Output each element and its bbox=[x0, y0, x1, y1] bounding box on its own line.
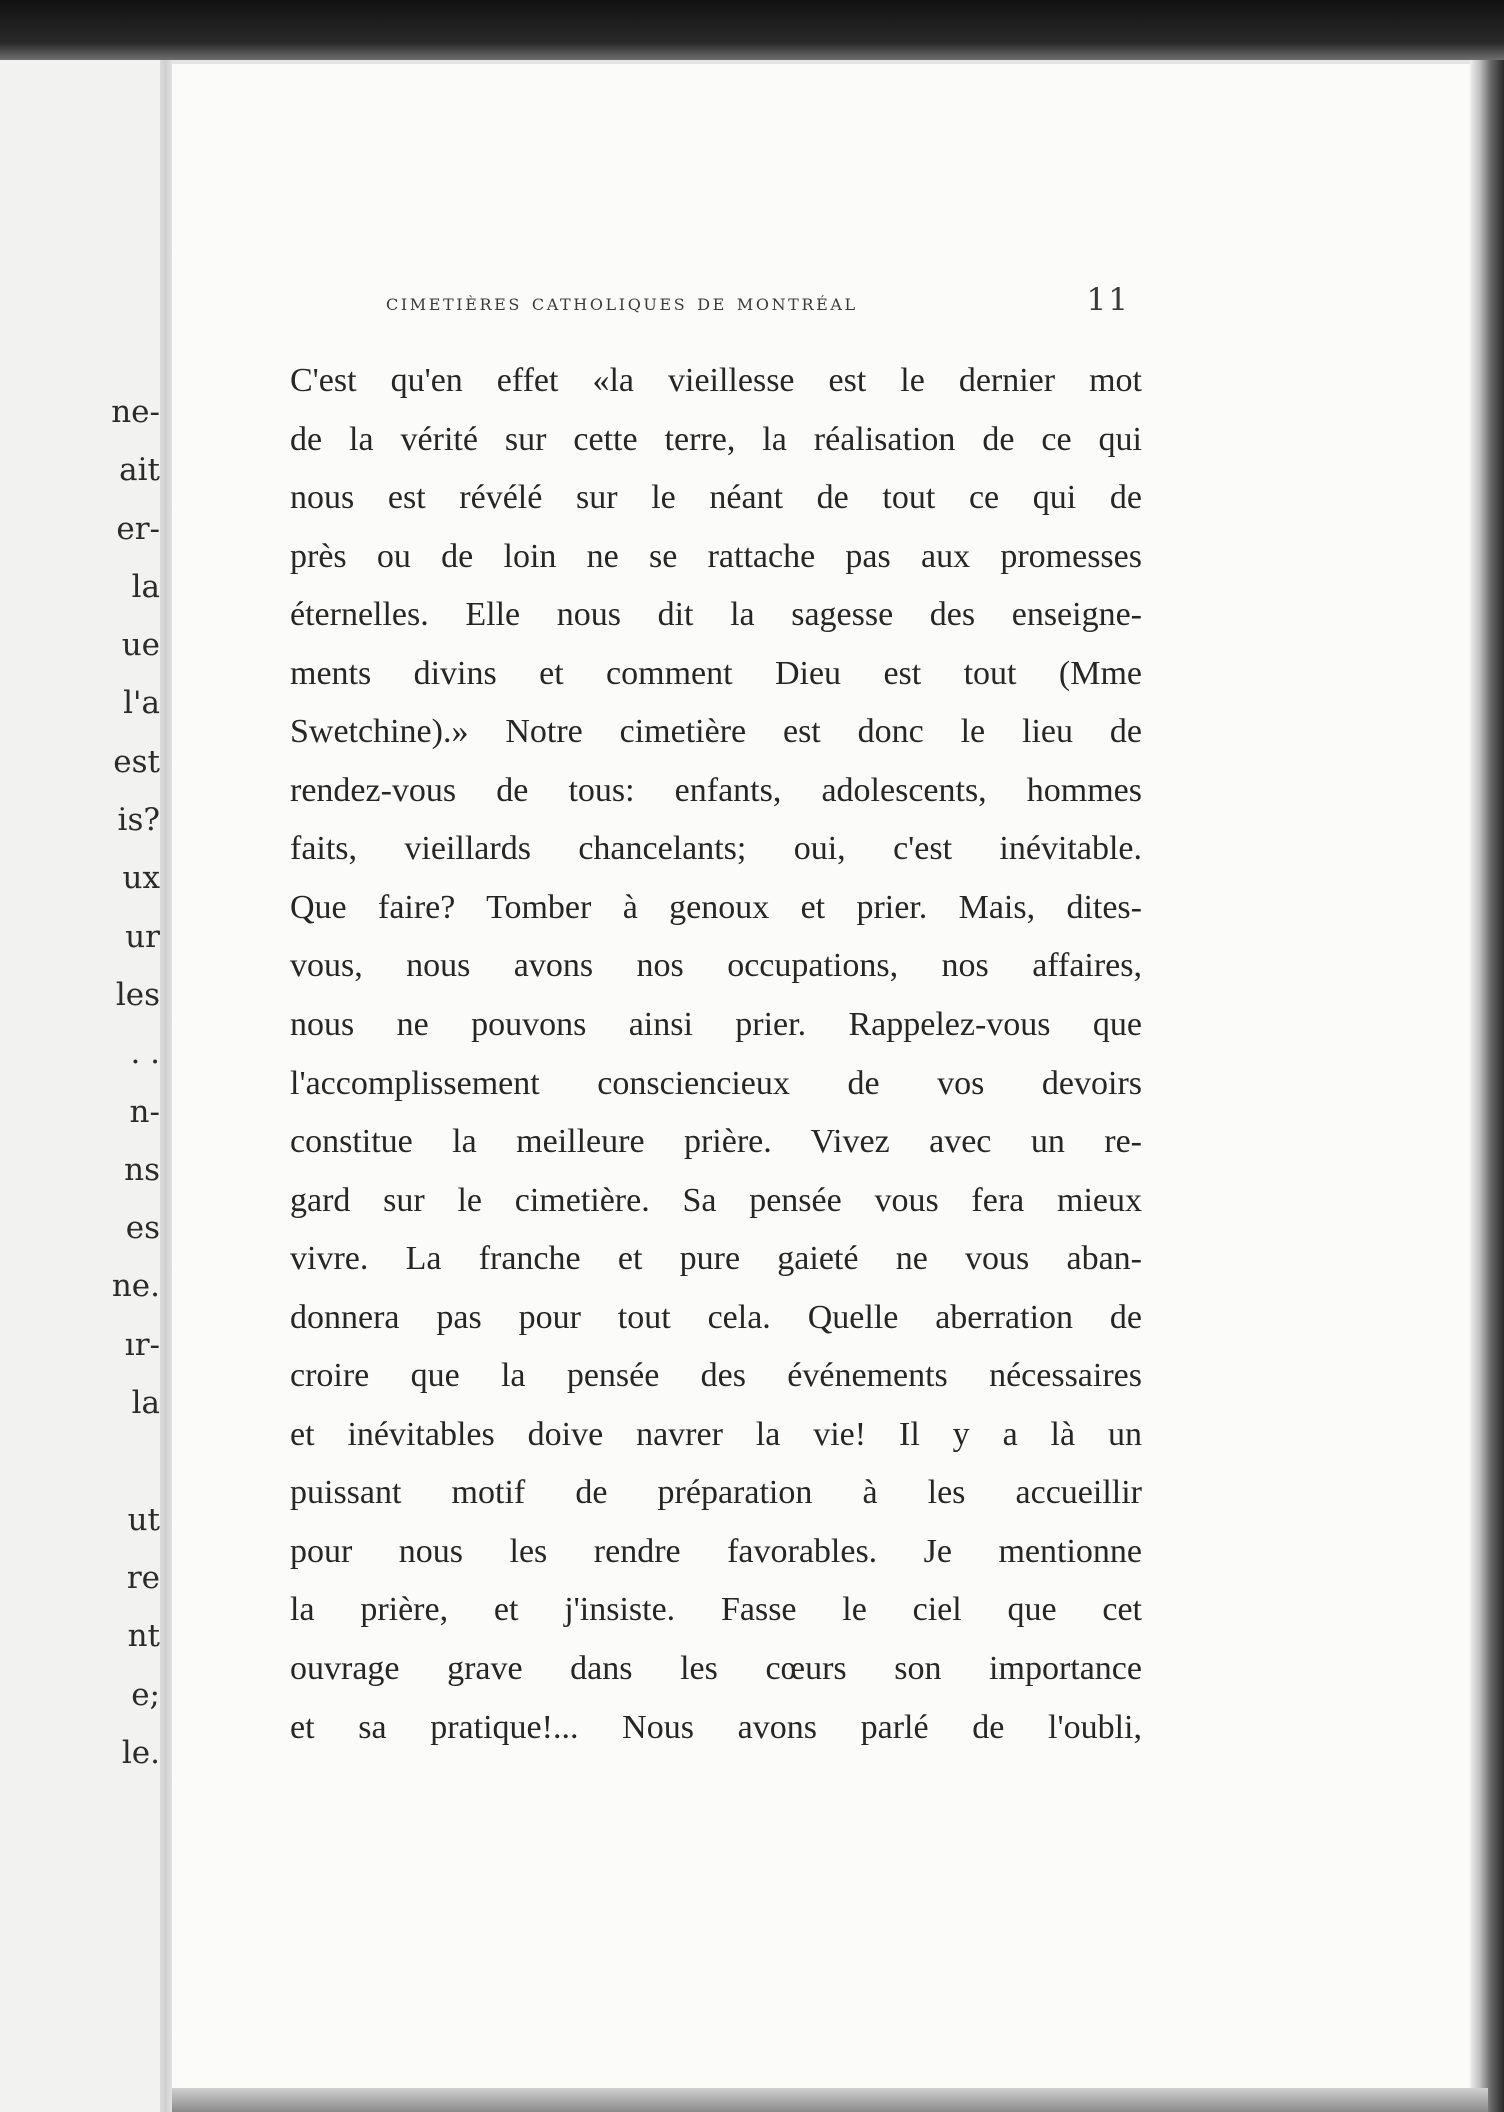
left-facing-page bbox=[0, 60, 172, 2112]
text-line: nous est révélé sur le néant de tout ce qui de bbox=[290, 479, 1142, 517]
body-text bbox=[290, 352, 1142, 1757]
text-line: et inévitables doive navrer la vie! Il y a là un bbox=[290, 1415, 1142, 1453]
text-line: nous ne pouvons ainsi prier. Rappelez-vous que bbox=[290, 1006, 1142, 1044]
left-page-line-fragment bbox=[0, 1432, 160, 1490]
page-edge-shadow bbox=[1470, 60, 1504, 2112]
left-page-line-fragment: est bbox=[113, 743, 160, 780]
text-line: vous, nous avons nos occupations, nos affaires, bbox=[290, 947, 1142, 985]
text-line: ouvrage grave dans les cœurs son importance bbox=[290, 1650, 1142, 1688]
left-page-line-fragment: la bbox=[131, 568, 160, 605]
running-head bbox=[386, 282, 1130, 318]
text-line: et sa pratique!... Nous avons parlé de l'oubli, bbox=[290, 1708, 1142, 1746]
text-line: de la vérité sur cette terre, la réalisation de ce qui bbox=[290, 420, 1142, 458]
text-line: l'accomplissement consciencieux de vos devoirs bbox=[290, 1064, 1142, 1102]
left-page-line-fragment: ır- bbox=[124, 1326, 160, 1363]
text-line: puissant motif de préparation à les accueillir bbox=[290, 1474, 1142, 1512]
left-page-line-fragment: la bbox=[131, 1385, 160, 1422]
left-page-line-fragment: ns bbox=[124, 1151, 160, 1188]
left-page-line-fragment: re bbox=[126, 1559, 160, 1596]
left-page-line-fragment: es bbox=[125, 1210, 160, 1247]
text-line: constitue la meilleure prière. Vivez avec un re- bbox=[290, 1123, 1142, 1161]
text-line: gard sur le cimetière. Sa pensée vous fera mieux bbox=[290, 1181, 1142, 1219]
left-page-line-fragment: le. bbox=[121, 1734, 160, 1771]
left-page-line-fragment: ux bbox=[122, 860, 160, 897]
left-page-line-fragment: nt bbox=[127, 1618, 160, 1655]
left-page-line-fragment: is? bbox=[117, 802, 160, 839]
left-page-line-fragment: ne- bbox=[111, 394, 160, 430]
text-line: faits, vieillards chancelants; oui, c'est inévitable. bbox=[290, 830, 1142, 868]
left-page-line-fragment: ne. bbox=[111, 1268, 160, 1305]
left-page-line-fragment: er- bbox=[116, 510, 160, 547]
left-page-line-endings bbox=[0, 383, 160, 1782]
text-line: donnera pas pour tout cela. Quelle aberration de bbox=[290, 1298, 1142, 1336]
text-line: près ou de loin ne se rattache pas aux promesses bbox=[290, 537, 1142, 575]
scan-top-shadow bbox=[0, 0, 1504, 62]
page-bottom-edge bbox=[172, 2088, 1488, 2112]
left-page-line-fragment: n- bbox=[129, 1093, 160, 1130]
text-line: pour nous les rendre favorables. Je mentionne bbox=[290, 1532, 1142, 1570]
text-line: vivre. La franche et pure gaieté ne vous aban- bbox=[290, 1240, 1142, 1278]
left-page-line-fragment: e; bbox=[131, 1676, 160, 1713]
left-page-line-fragment: ut bbox=[127, 1501, 160, 1538]
text-line: Que faire? Tomber à genoux et prier. Mais, dites- bbox=[290, 888, 1142, 926]
text-line: ments divins et comment Dieu est tout (Mme bbox=[290, 654, 1142, 692]
page-number: 11 bbox=[1086, 282, 1130, 318]
left-page-line-fragment: . . bbox=[130, 1035, 160, 1072]
left-page-line-fragment: ur bbox=[125, 918, 160, 955]
text-line: rendez-vous de tous: enfants, adolescents, hommes bbox=[290, 771, 1142, 809]
text-line: Swetchine).» Notre cimetière est donc le lieu de bbox=[290, 713, 1142, 751]
running-head-title: cimetières catholiques de montréal bbox=[386, 290, 858, 316]
text-line: la prière, et j'insiste. Fasse le ciel que cet bbox=[290, 1591, 1142, 1629]
left-page-line-fragment: ue bbox=[121, 627, 160, 664]
left-page-line-fragment: l'a bbox=[123, 685, 160, 722]
left-page-line-fragment: les bbox=[115, 976, 160, 1013]
text-line: croire que la pensée des événements nécessaires bbox=[290, 1357, 1142, 1395]
left-page-line-fragment: ait bbox=[119, 452, 160, 489]
text-line: C'est qu'en effet «la vieillesse est le dernier mot bbox=[290, 362, 1142, 399]
text-line: éternelles. Elle nous dit la sagesse des enseigne- bbox=[290, 596, 1142, 634]
